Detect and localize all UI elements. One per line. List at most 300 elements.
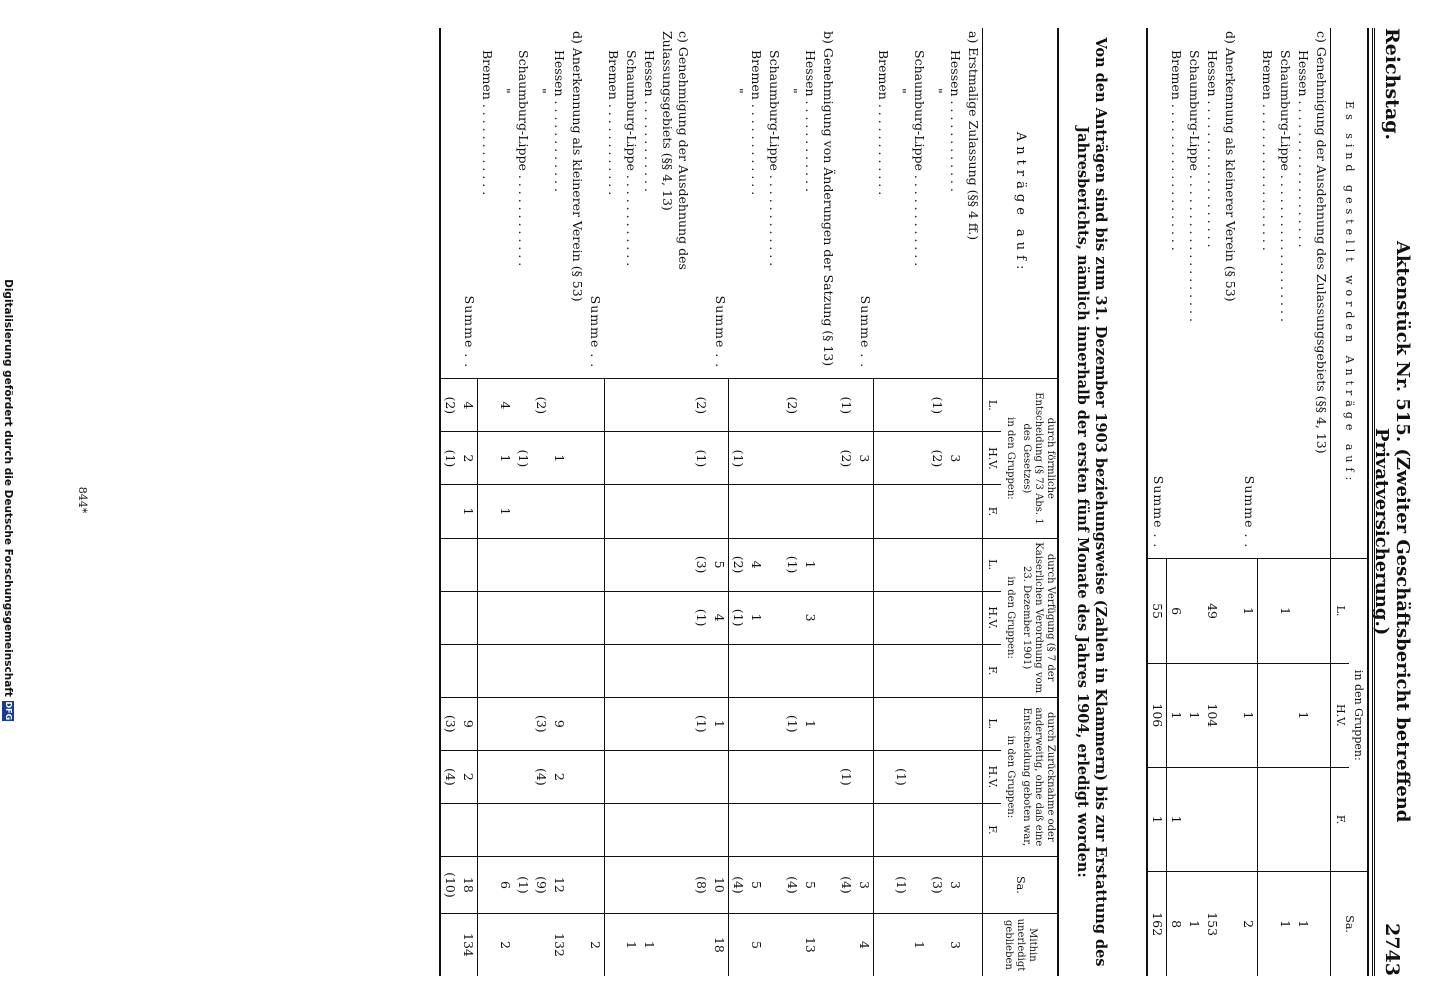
sum-value: (4): [441, 750, 460, 803]
cell-value: [623, 750, 641, 803]
cell-value: [641, 432, 659, 485]
table-row: [946, 28, 964, 976]
cell-value: [514, 485, 532, 538]
sum-value: [856, 538, 875, 591]
row-label: Schaumburg-Lippe . . . . . . . . . . . .: [912, 50, 927, 267]
sum-value: (1): [693, 591, 711, 644]
sum-value: [838, 538, 856, 591]
cell-value: (1): [784, 697, 802, 750]
cell-value: [532, 432, 550, 485]
cell-value: [802, 750, 820, 803]
cell-value: (9): [532, 856, 550, 913]
cell-value: [532, 803, 550, 856]
cell-value: 1: [1276, 559, 1294, 663]
cell-value: [478, 750, 496, 803]
cell-value: [874, 538, 892, 591]
cell-value: [550, 644, 568, 697]
cell-value: [910, 803, 928, 856]
top-section-title: [1312, 28, 1331, 976]
cell-value: [605, 913, 623, 976]
cell-value: [514, 379, 532, 432]
row-label: Bremen . . . . . . . . . . . .: [749, 50, 765, 196]
sum-value: [586, 379, 605, 432]
sum-value: [586, 644, 605, 697]
sum-value: 4: [711, 591, 730, 644]
cell-value: 4: [496, 379, 514, 432]
cell-value: [766, 803, 784, 856]
sum-value: [856, 697, 875, 750]
sum-label: Summe . .: [713, 295, 728, 369]
cell-value: [605, 379, 623, 432]
sum-value: [693, 485, 711, 538]
sum-value: 2: [460, 432, 479, 485]
cell-value: [766, 697, 784, 750]
sum-label: Summe . .: [462, 295, 477, 369]
cell-value: [478, 591, 496, 644]
cell-value: (3): [928, 856, 946, 913]
row-label: Bremen . . . . . . . . . . . . . . . . . . .: [1260, 50, 1275, 251]
sum-value: (10): [441, 856, 460, 913]
sum-value: [586, 803, 605, 856]
cell-value: [1186, 767, 1204, 871]
table-row: [478, 28, 496, 976]
cell-value: [946, 750, 964, 803]
table-row: [1204, 28, 1222, 976]
table-row: [729, 28, 748, 976]
row-label: ": [731, 88, 747, 94]
sum-label: Summe . .: [1151, 475, 1166, 549]
sum-label: Summe . .: [1242, 475, 1257, 549]
cell-value: (4): [784, 856, 802, 913]
sum-value: 2: [1240, 872, 1259, 976]
group-sub-label: in den Gruppen:: [1001, 538, 1019, 697]
sum-value: (1): [838, 750, 856, 803]
sum-value: 18: [460, 856, 479, 913]
top-header-row: [1349, 28, 1368, 976]
cell-value: (4): [729, 856, 748, 913]
cell-value: 1: [1294, 663, 1312, 767]
cell-value: (3): [532, 697, 550, 750]
cell-value: [1258, 767, 1276, 871]
cell-value: [496, 644, 514, 697]
sum-value: (1): [441, 432, 460, 485]
cell-value: [605, 750, 623, 803]
cell-value: [946, 379, 964, 432]
cell-value: [729, 803, 748, 856]
cell-value: [641, 538, 659, 591]
cell-value: 3: [802, 591, 820, 644]
cell-value: [623, 697, 641, 750]
cell-value: [729, 485, 748, 538]
sum-value: 2: [586, 913, 605, 976]
sum-value: [856, 750, 875, 803]
sum-value: 4: [856, 913, 875, 976]
section-title-text: c) Genehmigung der Ausdehnung des Zulassungsgebiets (§§ 4, 13): [1314, 31, 1329, 454]
row-label: Bremen . . . . . . . . . . . .: [606, 50, 622, 196]
cell-value: [1186, 559, 1204, 663]
cell-value: (2): [729, 538, 748, 591]
cell-value: 1: [550, 432, 568, 485]
cell-value: [550, 538, 568, 591]
digitization-credit: [2, 0, 14, 1000]
cell-value: [910, 856, 928, 913]
table-row: [784, 28, 802, 976]
group-sub-label: in den Gruppen:: [1001, 697, 1019, 856]
cell-value: [532, 485, 550, 538]
cell-value: 1: [623, 913, 641, 976]
cell-value: [874, 485, 892, 538]
cell-value: [1258, 559, 1276, 663]
sum-value: (1): [838, 379, 856, 432]
cell-value: 2: [496, 913, 514, 976]
cell-value: [910, 432, 928, 485]
dfg-logo-icon: DFG: [4, 701, 13, 721]
sum-value: 10: [711, 856, 730, 913]
cell-value: 4: [748, 538, 766, 591]
sum-value: [441, 485, 460, 538]
sum-value: [856, 591, 875, 644]
cell-value: [802, 379, 820, 432]
sum-value: 18: [711, 913, 730, 976]
cell-value: [892, 432, 910, 485]
cell-value: [478, 538, 496, 591]
cell-value: [748, 432, 766, 485]
cell-value: [928, 750, 946, 803]
top-section-title: [1222, 28, 1240, 976]
cell-value: [514, 750, 532, 803]
header-title: Aktenstück Nr. 515. (Zweiter Geschäftsbericht betreffend Privatversicherung.): [1371, 240, 1413, 823]
cell-value: [496, 803, 514, 856]
sum-value: [711, 750, 730, 803]
sum-value: [441, 803, 460, 856]
cell-value: [478, 379, 496, 432]
top-table-block: [1147, 28, 1370, 976]
sum-value: (4): [838, 856, 856, 913]
sum-value: [586, 697, 605, 750]
sum-value: [711, 644, 730, 697]
sum-value: [838, 485, 856, 538]
cell-value: 132: [550, 913, 568, 976]
cell-value: 5: [748, 913, 766, 976]
cell-value: [605, 803, 623, 856]
cell-value: [910, 750, 928, 803]
table-row: [874, 28, 892, 976]
cell-value: [802, 803, 820, 856]
table-row: [1276, 28, 1294, 976]
group-header-1: durch Verfügung (§ 7 der Kaiserlichen Verordnung vom 23. Dezember 1901): [1019, 538, 1058, 697]
cell-value: [874, 856, 892, 913]
sum-value: [711, 803, 730, 856]
cell-value: 1: [1186, 872, 1204, 976]
top-group-label: in den Gruppen:: [1349, 559, 1368, 872]
cell-value: [550, 379, 568, 432]
cell-value: [748, 697, 766, 750]
cell-value: [496, 750, 514, 803]
cell-value: 153: [1204, 872, 1222, 976]
cell-value: [784, 750, 802, 803]
cell-value: [605, 485, 623, 538]
sum-value: [460, 591, 479, 644]
row-label: Hessen . . . . . . . . . . . .: [948, 50, 963, 192]
section-title-text: a) Erstmalige Zulassung (§§ 4 ff.): [966, 31, 981, 241]
row-label: Bremen . . . . . . . . . . . .: [876, 50, 891, 196]
cell-value: [514, 591, 532, 644]
cell-value: [910, 485, 928, 538]
table-row: [928, 28, 946, 976]
sub-col-1-0: L.: [983, 538, 1002, 591]
row-label: Schaumburg-Lippe . . . . . . . . . . . .: [516, 50, 531, 267]
cell-value: [748, 750, 766, 803]
cell-value: [874, 697, 892, 750]
cell-value: [766, 379, 784, 432]
sub-col-2-0: L.: [983, 697, 1002, 750]
cell-value: [766, 644, 784, 697]
sum-value: 2: [460, 750, 479, 803]
top-col-label: Es sind gestellt worden Anträge auf:: [1331, 28, 1369, 559]
cell-value: 1: [910, 913, 928, 976]
cell-value: [478, 803, 496, 856]
cell-value: 1: [1276, 872, 1294, 976]
cell-value: [729, 379, 748, 432]
cell-value: (1): [892, 750, 910, 803]
sum-value: 3: [856, 856, 875, 913]
remaining-label: Mithin unerledigt geblieben: [983, 913, 1059, 976]
cell-value: [729, 644, 748, 697]
sum-row: [586, 28, 605, 976]
sum-value: (2): [441, 379, 460, 432]
cell-value: [946, 591, 964, 644]
cell-value: (2): [928, 432, 946, 485]
cell-value: 3: [946, 432, 964, 485]
sum-value: [856, 379, 875, 432]
cell-value: [784, 913, 802, 976]
cell-value: [892, 913, 910, 976]
row-label: Hessen . . . . . . . . . . . .: [552, 50, 567, 192]
sum-value: [856, 803, 875, 856]
cell-value: (1): [928, 379, 946, 432]
top-col-0: L.: [1331, 559, 1350, 663]
sum-value: (1): [693, 432, 711, 485]
page-header: [1371, 28, 1413, 976]
bottom-section-title: [568, 28, 586, 976]
cell-value: [1276, 767, 1294, 871]
sum-value: [586, 432, 605, 485]
sum-value: [711, 432, 730, 485]
row-label: Schaumburg-Lippe . . . . . . . . . . . .: [624, 50, 640, 267]
cell-value: [478, 913, 496, 976]
row-label: Hessen . . . . . . . . . . . . . . . . . . .: [1205, 50, 1221, 248]
section-title-text: d) Anerkennung als kleinerer Verein (§ 53): [1223, 31, 1239, 302]
sum-row: [1240, 28, 1259, 976]
cell-value: [748, 803, 766, 856]
sum-value: [586, 856, 605, 913]
cell-value: [496, 697, 514, 750]
cell-value: [641, 644, 659, 697]
sum-value: (3): [441, 697, 460, 750]
sub-col-0-2: F.: [983, 485, 1002, 538]
table-row: [892, 28, 910, 976]
table-row: [496, 28, 514, 976]
cell-value: (1): [892, 856, 910, 913]
cell-value: [892, 697, 910, 750]
cell-value: [946, 803, 964, 856]
table-row: [514, 28, 532, 976]
cell-value: [514, 803, 532, 856]
top-sa-label: Sa.: [1331, 872, 1369, 976]
cell-value: [766, 750, 784, 803]
sum-value: [586, 591, 605, 644]
sum-value: [838, 697, 856, 750]
sum-value: [586, 485, 605, 538]
page-number: 2743: [1381, 923, 1403, 976]
cell-value: [946, 538, 964, 591]
sub-col-0-1: H.V.: [983, 432, 1002, 485]
cell-value: [514, 538, 532, 591]
cell-value: [748, 485, 766, 538]
cell-value: [802, 432, 820, 485]
cell-value: (1): [514, 856, 532, 913]
table-row: [605, 28, 623, 976]
group-header-0: durch förmliche Entscheidung (§ 73 Abs. 1 des Gesetzes): [1019, 379, 1058, 538]
cell-value: [623, 803, 641, 856]
row-label: Hessen . . . . . . . . . . . .: [642, 50, 658, 192]
row-label: Schaumburg-Lippe . . . . . . . . . . . . . . . . . . .: [1187, 50, 1203, 322]
cell-value: 12: [550, 856, 568, 913]
cell-value: 2: [550, 750, 568, 803]
sum-value: 1: [711, 697, 730, 750]
cell-value: [874, 750, 892, 803]
cell-value: 1: [496, 485, 514, 538]
bottom-table-block: [440, 28, 1060, 976]
cell-value: [623, 485, 641, 538]
top-col-2: F.: [1331, 767, 1350, 871]
bottom-section-title: [659, 28, 693, 976]
cell-value: [802, 485, 820, 538]
cell-value: [928, 913, 946, 976]
cell-value: 1: [496, 432, 514, 485]
cell-value: [532, 591, 550, 644]
cell-value: [892, 644, 910, 697]
sum-value: (3): [693, 538, 711, 591]
cell-value: [605, 432, 623, 485]
sum-value: [693, 644, 711, 697]
cell-value: 8: [1167, 872, 1186, 976]
cell-value: [641, 803, 659, 856]
cell-value: [1258, 663, 1276, 767]
bottom-header-row: [1019, 28, 1058, 976]
cell-value: [784, 485, 802, 538]
cell-value: [802, 644, 820, 697]
sum-value: [441, 591, 460, 644]
row-label: ": [534, 88, 549, 94]
sum-value: [586, 750, 605, 803]
cell-value: [623, 644, 641, 697]
cell-value: [550, 485, 568, 538]
row-label: Schaumburg-Lippe . . . . . . . . . . . . . . . . . . .: [1278, 50, 1293, 322]
sum-value: [693, 750, 711, 803]
top-col-1: H.V.: [1331, 663, 1350, 767]
sum-label: Summe . .: [588, 295, 604, 369]
sum-row: [1148, 28, 1168, 976]
sum-value: [460, 644, 479, 697]
sum-value: (1): [693, 697, 711, 750]
sum-value: [838, 803, 856, 856]
cell-value: [532, 913, 550, 976]
cell-value: 1: [1186, 663, 1204, 767]
sum-value: [441, 644, 460, 697]
top-table: [1147, 28, 1370, 976]
cell-value: 3: [946, 856, 964, 913]
sum-row: [856, 28, 875, 976]
cell-value: [550, 803, 568, 856]
table-row: [910, 28, 928, 976]
cell-value: 1: [748, 591, 766, 644]
cell-value: (1): [729, 432, 748, 485]
sum-value: [856, 644, 875, 697]
cell-value: 13: [802, 913, 820, 976]
cell-value: [605, 538, 623, 591]
cell-value: [1294, 767, 1312, 871]
sum-value: 3: [856, 432, 875, 485]
cell-value: 1: [1167, 663, 1186, 767]
cell-value: [550, 591, 568, 644]
cell-value: 5: [748, 856, 766, 913]
table-row: [766, 28, 784, 976]
cell-value: [623, 379, 641, 432]
bottom-table: [440, 28, 1060, 976]
cell-value: 1: [1167, 767, 1186, 871]
table-row: [623, 28, 641, 976]
cell-value: [605, 697, 623, 750]
row-label: ": [894, 88, 909, 94]
sub-col-2-1: H.V.: [983, 750, 1002, 803]
page-marker: 844*: [76, 486, 89, 514]
cell-value: 1: [641, 913, 659, 976]
cell-value: 3: [946, 913, 964, 976]
cell-value: [748, 379, 766, 432]
cell-value: [892, 591, 910, 644]
sum-value: 9: [460, 697, 479, 750]
sum-value: (2): [838, 432, 856, 485]
cell-value: [605, 591, 623, 644]
table-row: [1258, 28, 1276, 976]
cell-value: [623, 856, 641, 913]
cell-value: [514, 644, 532, 697]
row-label: Bremen . . . . . . . . . . . . . . . . . . .: [1169, 50, 1185, 251]
cell-value: [514, 697, 532, 750]
cell-value: [478, 856, 496, 913]
cell-value: [892, 485, 910, 538]
sum-value: 1: [1240, 663, 1259, 767]
table-row: [532, 28, 550, 976]
bottom-sa-label: Sa.: [983, 856, 1059, 913]
cell-value: [874, 591, 892, 644]
sum-value: 55: [1148, 559, 1168, 663]
sub-col-2-2: F.: [983, 803, 1002, 856]
cell-value: (2): [532, 379, 550, 432]
sum-value: (2): [693, 379, 711, 432]
sum-value: [856, 485, 875, 538]
row-label: Hessen . . . . . . . . . . . .: [803, 50, 819, 192]
sum-value: [460, 803, 479, 856]
cell-value: [784, 644, 802, 697]
sum-value: 1: [1148, 767, 1168, 871]
cell-value: 6: [1167, 559, 1186, 663]
sum-value: [693, 913, 711, 976]
cell-value: [1258, 872, 1276, 976]
table-row: [1294, 28, 1312, 976]
section-title-text: d) Anerkennung als kleinerer Verein (§ 53): [570, 31, 585, 302]
